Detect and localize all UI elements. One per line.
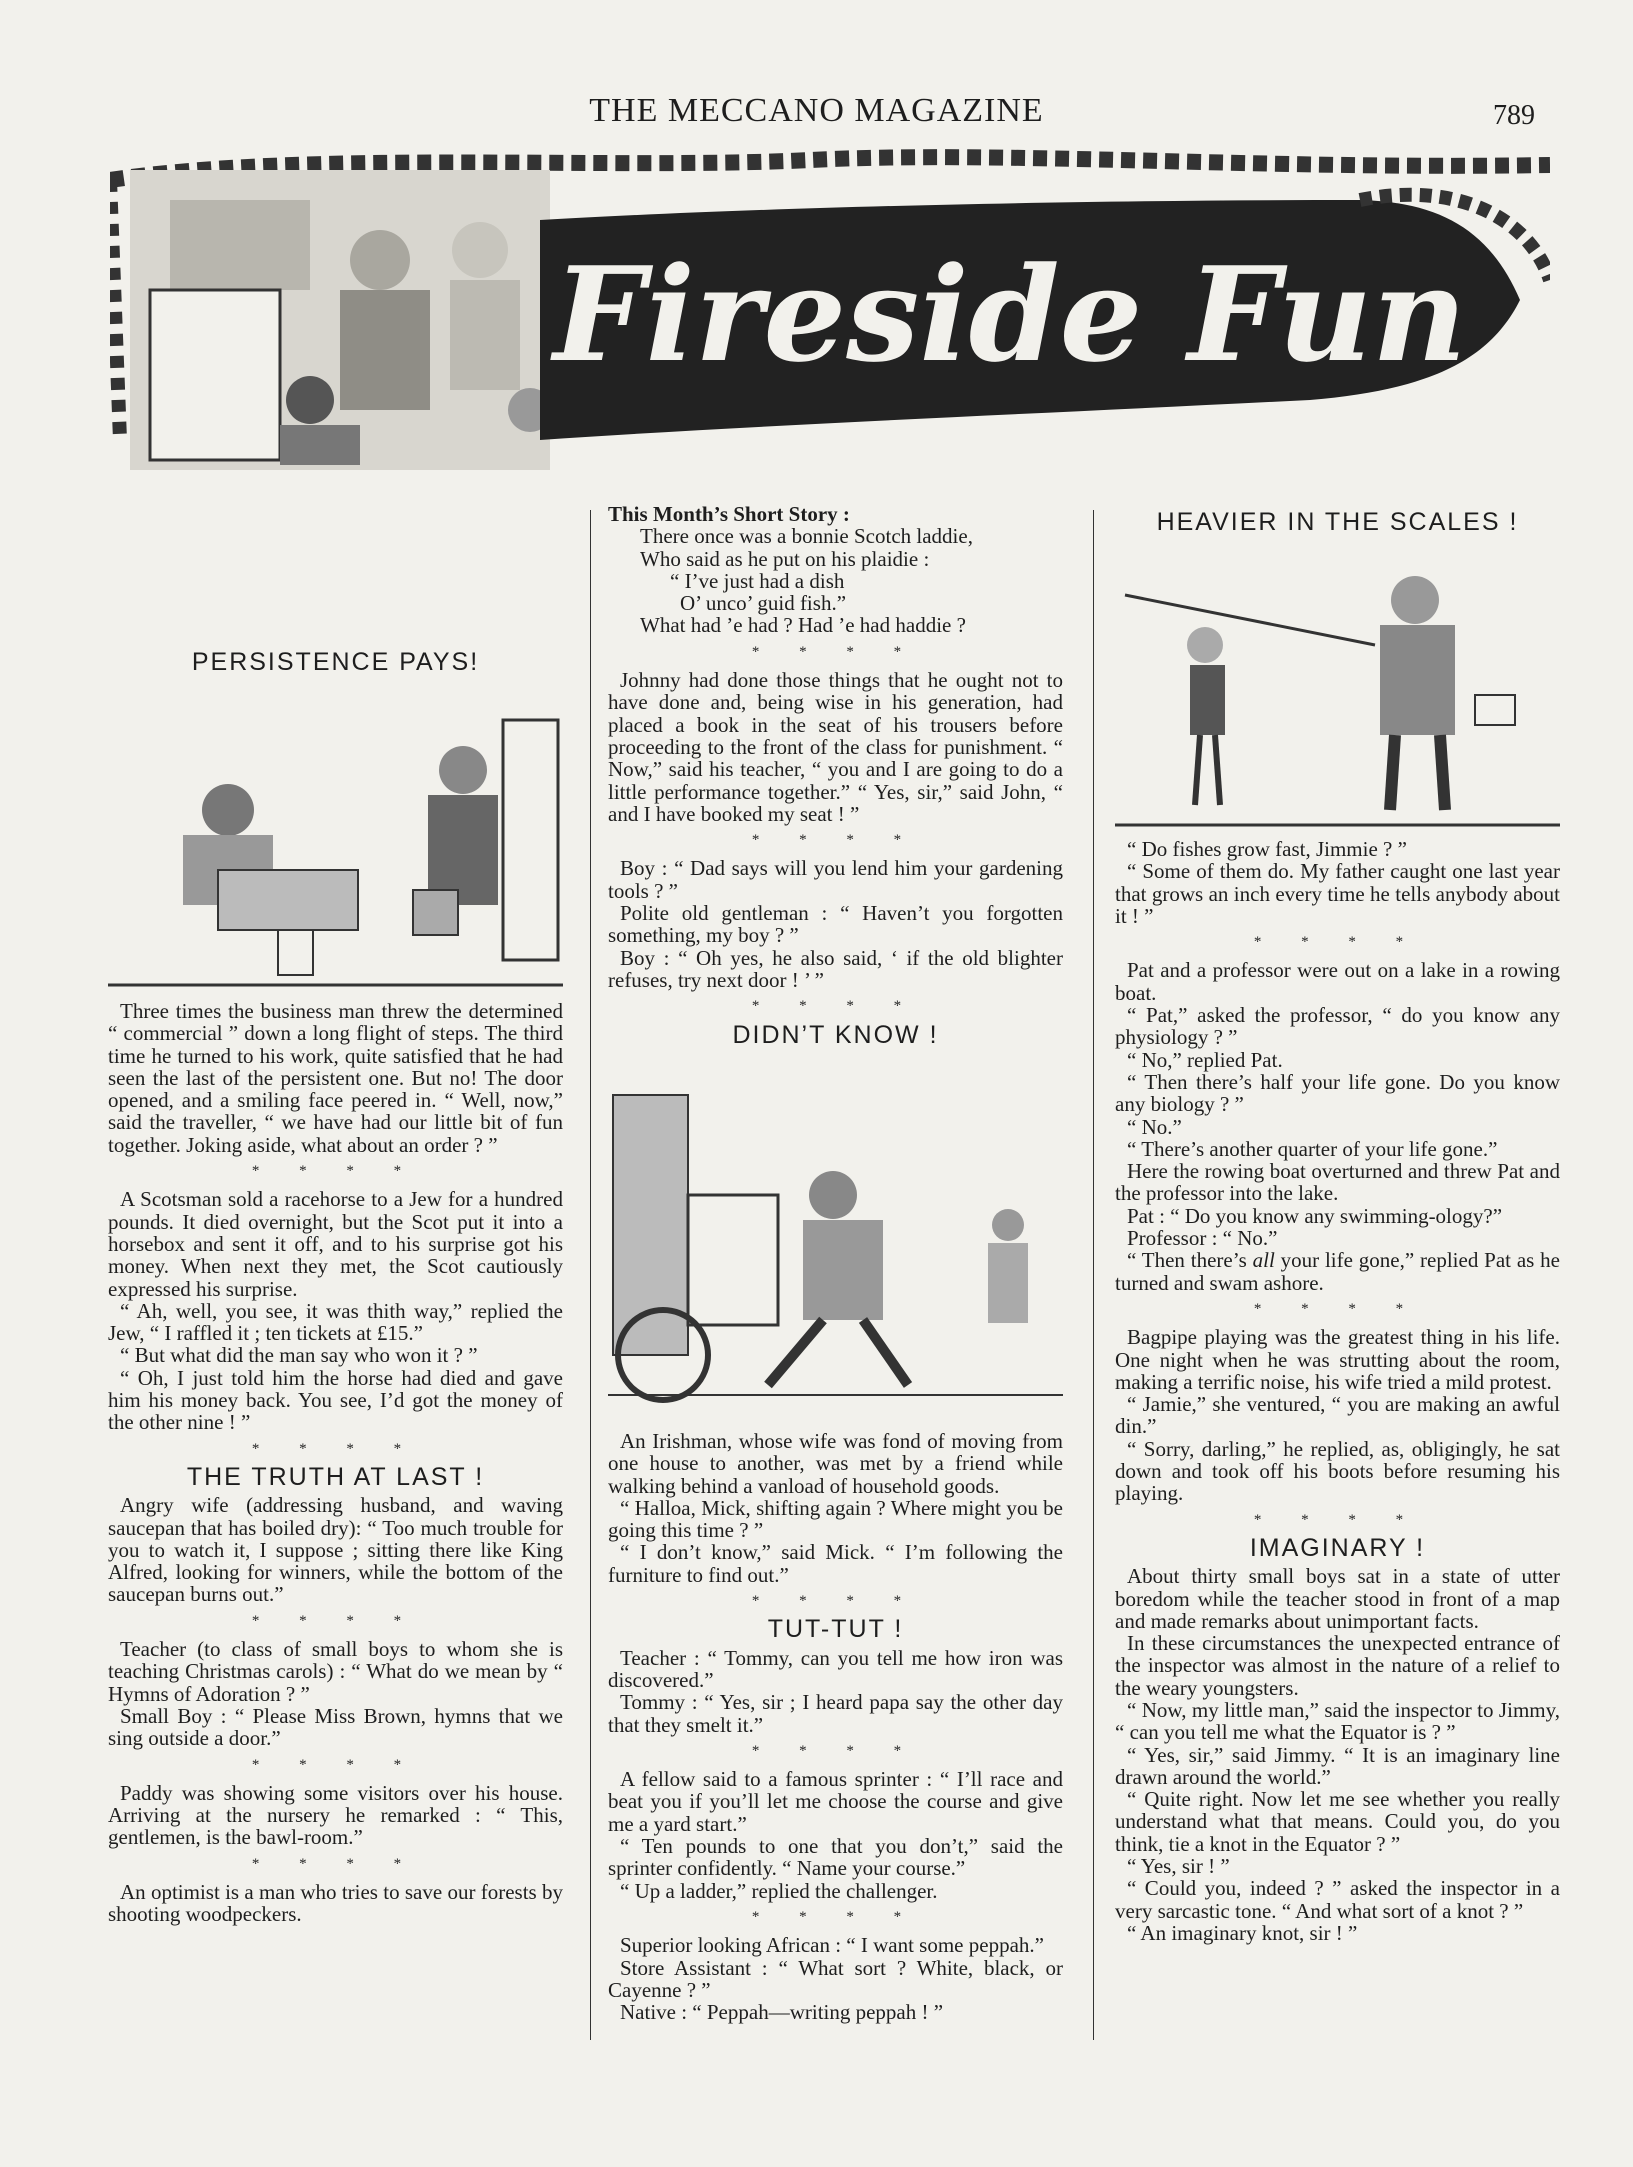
- pat-story-7: Here the rowing boat overturned and threw Pat and the professor into the lake.: [1115, 1159, 1560, 1206]
- sprinter-story-3: “ Up a ladder,” replied the challenger.: [620, 1878, 938, 1903]
- persistence-pays-illustration: [108, 700, 563, 990]
- bagpipe-story-3: “ Sorry, darling,” he replied, as, obligingly, he sat down and took off his boots before resuming his playing.: [1115, 1436, 1560, 1506]
- carols-story-1: Teacher (to class of small boys to whom she is teaching Christmas carols) : “ What do we mean by “ Hymns of Adoration ? ”: [108, 1637, 563, 1706]
- scotsman-story-2: “ Ah, well, you see, it was thith way,” replied the Jew, “ I raffled it ; ten tickets at £15.”: [108, 1298, 563, 1346]
- sprinter-story-1: A fellow said to a famous sprinter : “ I’ll race and beat you if you’ll let me choose the course and give me a yard start.”: [608, 1767, 1063, 1836]
- verse-line-2: Who said as he put on his plaidie :: [640, 546, 930, 571]
- scotsman-story-3: “ But what did the man say who won it ? ”: [120, 1343, 478, 1368]
- separator: * * * *: [1253, 1511, 1422, 1528]
- bagpipe-story-1: Bagpipe playing was the greatest thing in his life. One night when he was strutting about the room, making a terrific noise, his wife tried a mild protest.: [1115, 1325, 1560, 1394]
- pat-story-8: Pat : “ Do you know any swimming-ology?”: [1127, 1203, 1503, 1228]
- boy-story-1: Boy : “ Dad says will you lend him your gardening tools ? ”: [608, 856, 1063, 903]
- verse-line-4: O’ unco’ guid fish.”: [680, 591, 847, 616]
- pat-story-10-emphasis: all: [1252, 1248, 1275, 1273]
- column-1: [108, 645, 563, 679]
- pat-story-5: “ No.”: [1127, 1114, 1182, 1139]
- heading-persistence-pays: PERSISTENCE PAYS!: [191, 648, 480, 676]
- imaginary-story-2: In these circumstances the unexpected entrance of the inspector was almost in the nature of a relief to the weary youngsters.: [1115, 1631, 1560, 1700]
- separator: * * * *: [751, 832, 920, 849]
- column-2: [608, 503, 1063, 1052]
- fireside-banner-illustration: [110, 140, 1550, 490]
- pat-story-1: Pat and a professor were out on a lake in a rowing boat.: [1115, 958, 1560, 1005]
- column-rule-right: [1093, 510, 1094, 2040]
- pat-story-4: “ Then there’s half your life gone. Do you know any biology ? ”: [1115, 1069, 1560, 1117]
- column-1-text: [108, 1000, 563, 1926]
- scotsman-story-1: A Scotsman sold a racehorse to a Jew for a hundred pounds. It died overnight, but the Scot put it into a horsebox and sent it off, and to his surprise got his money. When next they met, the Scot cautiously expressed his surprise.: [108, 1187, 563, 1301]
- separator: * * * *: [251, 1855, 420, 1872]
- tut-story-1: Teacher : “ Tommy, can you tell me how iron was discovered.”: [608, 1645, 1063, 1692]
- separator: * * * *: [251, 1163, 420, 1180]
- separator: * * * *: [751, 1742, 920, 1759]
- imaginary-story-1: About thirty small boys sat in a state of utter boredom while the teacher stood in front of a map and made remarks about unimportant facts.: [1115, 1564, 1560, 1633]
- fish-story-2: “ Some of them do. My father caught one last year that grows an inch every time he tells anybody about it ! ”: [1115, 859, 1560, 928]
- separator: * * * *: [751, 1593, 920, 1610]
- imaginary-story-8: “ An imaginary knot, sir ! ”: [1127, 1920, 1358, 1945]
- boy-story-2: Polite old gentleman : “ Haven’t you forgotten something, my boy ? ”: [608, 901, 1063, 948]
- separator: * * * *: [251, 1440, 420, 1457]
- column-rule-left: [590, 510, 591, 2040]
- irish-story-2: “ Halloa, Mick, shifting again ? Where might you be going this time ? ”: [608, 1495, 1063, 1543]
- boy-story-3: Boy : “ Oh yes, he also said, ‘ if the old blighter refuses, try next door ! ’ ”: [608, 945, 1063, 992]
- heading-didnt-know: DIDN’T KNOW !: [732, 1020, 939, 1049]
- carols-story-2: Small Boy : “ Please Miss Brown, hymns that we sing outside a door.”: [108, 1703, 563, 1751]
- short-story-label: This Month’s Short Story :: [608, 502, 850, 526]
- pat-story-10-c: your life gone,” replied Pat as he turned and swam ashore.: [1115, 1248, 1560, 1295]
- separator: * * * *: [251, 1612, 420, 1629]
- african-story-3: Native : “ Peppah—writing peppah ! ”: [620, 2000, 944, 2025]
- truth-story: Angry wife (addressing husband, and waving saucepan that has boiled dry): “ Too much trouble for you to watch it, I suppose ; sitting there like King Alfred, looking for winners, while the bottom of the saucepan burns out.”: [108, 1493, 563, 1607]
- heavier-in-the-scales-illustration: [1115, 545, 1560, 830]
- verse-line-1: There once was a bonnie Scotch laddie,: [640, 524, 973, 549]
- separator: * * * *: [751, 1908, 920, 1925]
- verse-line-5: What had ’e had ? Had ’e had haddie ?: [640, 613, 966, 638]
- imaginary-story-5: “ Quite right. Now let me see whether you really understand what that means. Could you, do you think, tie a knot in the Equator ? ”: [1115, 1787, 1560, 1856]
- pat-story-6: “ There’s another quarter of your life gone.”: [1127, 1136, 1498, 1161]
- imaginary-story-7: “ Could you, indeed ? ” asked the inspector in a very sarcastic tone. “ And what sort of a knot ? ”: [1115, 1876, 1560, 1923]
- african-story-1: Superior looking African : “ I want some peppah.”: [620, 1933, 1044, 1958]
- scotsman-story-4: “ Oh, I just told him the horse had died and gave him his money back. You see, I’d got the money of the other nine ! ”: [108, 1365, 563, 1435]
- pat-story-3: “ No,” replied Pat.: [1127, 1047, 1283, 1072]
- separator: * * * *: [1253, 1300, 1422, 1317]
- sprinter-story-2: “ Ten pounds to one that you don’t,” said the sprinter confidently. “ Name your course.”: [608, 1834, 1063, 1881]
- irish-story-3: “ I don’t know,” said Mick. “ I’m following the furniture to find out.”: [608, 1540, 1063, 1587]
- heading-tut-tut: TUT-TUT !: [767, 1615, 904, 1644]
- persistence-story: Three times the business man threw the determined “ commercial ” down a long flight of steps. The third time he turned to his work, quite satisfied that he had seen the last of the persistent one. But no! The door opened, and a smiling face peered in. “ Well, now,” said the traveller, “ we have had our little bit of fun together. Joking aside, what about an order ? ”: [108, 999, 563, 1157]
- separator: * * * *: [1253, 934, 1422, 951]
- paddy-story: Paddy was showing some visitors over his house. Arriving at the nursery he remarked : “ This, gentlemen, is the bawl-room.”: [108, 1780, 563, 1850]
- heading-imaginary: IMAGINARY !: [1249, 1533, 1426, 1562]
- page-number: 789: [1493, 100, 1535, 131]
- column-2-text: [608, 1430, 1063, 2023]
- pat-story-2: “ Pat,” asked the professor, “ do you know any physiology ? ”: [1115, 1003, 1560, 1050]
- magazine-title: THE MECCANO MAGAZINE: [589, 92, 1044, 129]
- bagpipe-story-2: “ Jamie,” she ventured, “ you are making an awful din.”: [1115, 1392, 1560, 1439]
- irish-story-1: An Irishman, whose wife was fond of moving from one house to another, was met by a friend while walking behind a vanload of household goods.: [608, 1429, 1063, 1498]
- heading-heavier-in-the-scales: HEAVIER IN THE SCALES !: [1156, 508, 1519, 536]
- column-3: [1115, 505, 1560, 539]
- imaginary-story-4: “ Yes, sir,” said Jimmy. “ It is an imaginary line drawn around the world.”: [1115, 1742, 1560, 1789]
- verse-line-3: “ I’ve just had a dish: [670, 568, 845, 593]
- separator: * * * *: [251, 1756, 420, 1773]
- pat-story-10: [1115, 1249, 1560, 1294]
- didnt-know-illustration: [608, 1085, 1063, 1405]
- tut-story-2: Tommy : “ Yes, sir ; I heard papa say the other day that they smelt it.”: [608, 1690, 1063, 1737]
- heading-truth-at-last: THE TRUTH AT LAST !: [186, 1462, 485, 1491]
- imaginary-story-3: “ Now, my little man,” said the inspector to Jimmy, “ can you tell me what the Equator is ? ”: [1115, 1697, 1560, 1745]
- johnny-story: Johnny had done those things that he ought not to have done and, being wise in his generation, had placed a book in the seat of his trousers before proceeding to the front of the class for punishment. “ Now,” said his teacher, “ you and I are going to do a little performance together.” “ Yes, sir,” said John, “ and I have booked my seat ! ”: [608, 668, 1063, 826]
- african-story-2: Store Assistant : “ What sort ? White, black, or Cayenne ? ”: [608, 1955, 1063, 2002]
- pat-story-10-a: “ Then there’s: [1127, 1248, 1247, 1273]
- fish-story-1: “ Do fishes grow fast, Jimmie ? ”: [1127, 837, 1407, 861]
- pat-story-9: Professor : “ No.”: [1127, 1226, 1278, 1251]
- column-3-text: [1115, 838, 1560, 1944]
- separator: * * * *: [751, 643, 920, 660]
- optimist-story: An optimist is a man who tries to save our forests by shooting woodpeckers.: [108, 1879, 563, 1927]
- separator: * * * *: [751, 998, 920, 1015]
- banner-title: Fireside Fun: [553, 238, 1467, 391]
- imaginary-story-6: “ Yes, sir ! ”: [1127, 1854, 1230, 1879]
